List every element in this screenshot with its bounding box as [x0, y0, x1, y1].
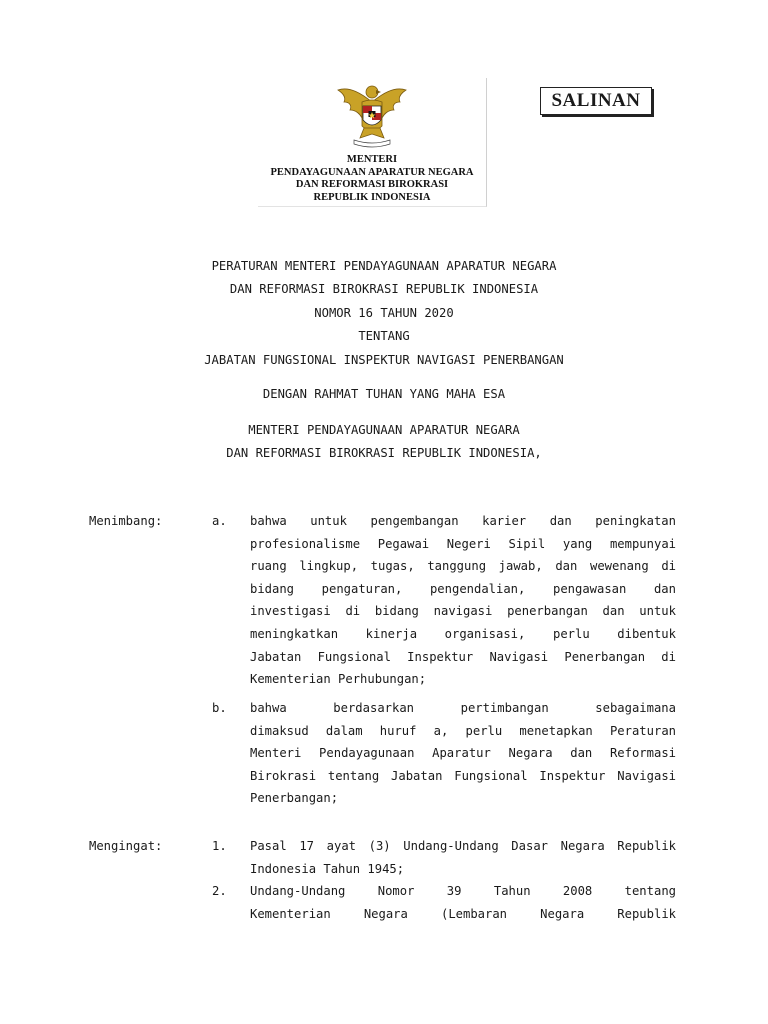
issuer: [0, 419, 768, 466]
text-line: Menteri Pendayagunaan Aparatur Negara dan Reformasi: [250, 746, 676, 761]
text-line: Kementerian Negara (Lembaran Negara Republik: [250, 906, 676, 921]
letterhead: [258, 78, 487, 207]
text-line: Kementerian Perhubungan;: [250, 672, 427, 687]
invocation: [0, 383, 768, 406]
letterhead-line: DAN REFORMASI BIROKRASI: [295, 179, 449, 190]
menimbang-label: Menimbang:: [89, 514, 163, 528]
letterhead-line: PENDAYAGUNAAN APARATUR NEGARA: [270, 166, 474, 178]
item-marker: 1.: [212, 839, 227, 853]
letterhead-line: REPUBLIK INDONESIA: [313, 191, 431, 203]
mengingat-item-1: [250, 835, 676, 880]
mengingat-item-2: [250, 880, 676, 925]
title-line: NOMOR 16 TAHUN 2020: [314, 305, 454, 320]
title-line: DAN REFORMASI BIROKRASI REPUBLIK INDONESIA: [229, 282, 539, 297]
issuer-line: MENTERI PENDAYAGUNAAN APARATUR NEGARA: [248, 423, 520, 437]
menimbang-item-b: [250, 697, 676, 810]
garuda-emblem-icon: [332, 80, 412, 152]
item-marker: b.: [212, 701, 227, 715]
text-line: meningkatkan kinerja organisasi, perlu dibentuk: [250, 626, 676, 641]
text-line: Indonesia Tahun 1945;: [250, 861, 405, 876]
title-line: PERATURAN MENTERI PENDAYAGUNAAN APARATUR NEGARA: [211, 259, 557, 273]
text-line: Penerbangan;: [250, 791, 339, 806]
text-line: Undang-Undang Nomor 39 Tahun 2008 tentang: [250, 884, 676, 898]
item-marker: 2.: [212, 884, 227, 898]
text-line: Birokrasi tentang Jabatan Fungsional Inspektur Navigasi: [250, 768, 676, 783]
menimbang-item-a: [250, 510, 676, 691]
item-marker: a.: [212, 514, 227, 528]
text-line: Pasal 17 ayat (3) Undang-Undang Dasar Negara Republik: [250, 839, 676, 853]
invocation-text: DENGAN RAHMAT TUHAN YANG MAHA ESA: [262, 387, 506, 401]
letterhead-text: [258, 154, 486, 204]
document-title: [0, 255, 768, 372]
text-line: profesionalisme Pegawai Negeri Sipil yang mempunyai: [250, 536, 676, 551]
text-line: bahwa berdasarkan pertimbangan sebagaimana: [250, 701, 676, 715]
text-line: investigasi di bidang navigasi penerbangan dan untuk: [250, 604, 676, 619]
mengingat-label: Mengingat:: [89, 839, 163, 853]
text-line: Jabatan Fungsional Inspektur Navigasi Penerbangan di: [250, 649, 676, 664]
title-line: JABATAN FUNGSIONAL INSPEKTUR NAVIGASI PENERBANGAN: [204, 352, 564, 367]
text-line: dimaksud dalam huruf a, perlu menetapkan Peraturan: [250, 723, 676, 738]
text-line: bidang pengaturan, pengendalian, pengawasan dan: [250, 581, 676, 596]
text-line: bahwa untuk pengembangan karier dan peningkatan: [250, 514, 676, 528]
salinan-stamp: SALINAN: [540, 87, 652, 115]
text-line: ruang lingkup, tugas, tanggung jawab, dan wewenang di: [250, 559, 676, 574]
letterhead-line: MENTERI: [346, 154, 398, 165]
title-line: TENTANG: [358, 329, 410, 344]
issuer-line: DAN REFORMASI BIROKRASI REPUBLIK INDONESIA,: [226, 446, 542, 461]
